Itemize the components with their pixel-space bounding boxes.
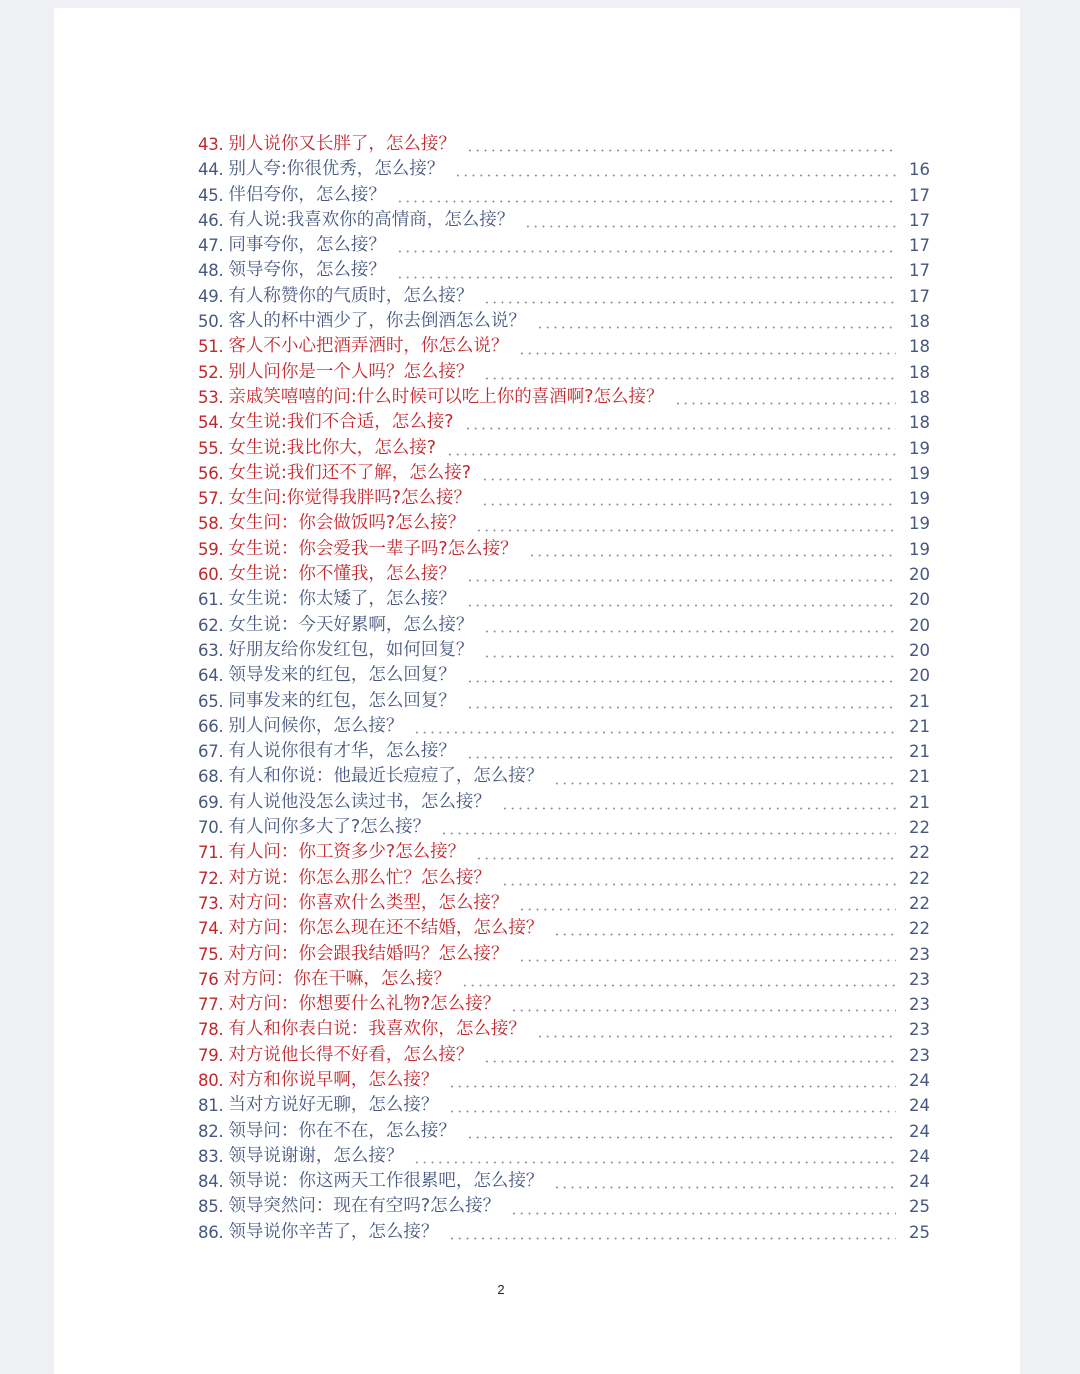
- toc-entry-number: 51.: [198, 337, 224, 357]
- toc-entry[interactable]: [198, 233, 930, 258]
- dot-leader: [396, 274, 896, 281]
- toc-entry-number: 67.: [198, 742, 224, 762]
- dot-leader: [483, 653, 896, 660]
- toc-entry-title: 女生说：今天好累啊，怎么接？: [228, 614, 474, 635]
- toc-entry-number: 59.: [198, 539, 224, 559]
- toc-entry-number: 46.: [198, 210, 224, 230]
- toc-entry-number: 85.: [198, 1197, 224, 1217]
- toc-entry-page: 19: [909, 514, 930, 534]
- toc-entry-number: 69.: [198, 792, 224, 812]
- dot-leader: [528, 552, 896, 559]
- toc-entry[interactable]: [198, 410, 930, 435]
- dot-leader: [448, 1083, 896, 1090]
- dot-leader: [483, 299, 896, 306]
- toc-entry-number: 78.: [198, 1020, 224, 1040]
- toc-entry-page: 21: [909, 742, 930, 762]
- toc-entry-number: 83.: [198, 1146, 224, 1166]
- dot-leader: [501, 805, 896, 812]
- toc-entry-title: 亲戚笑嘻嘻的问:什么时候可以吃上你的喜酒啊?怎么接？: [228, 386, 664, 407]
- toc-entry-title: 别人问候你，怎么接？: [228, 715, 404, 736]
- toc-entry[interactable]: [198, 258, 930, 283]
- toc-entry-number: 70.: [198, 818, 224, 838]
- toc-entry-page: 18: [909, 362, 930, 382]
- toc-entry-page: 20: [909, 590, 930, 610]
- document-page: [54, 8, 1020, 1374]
- toc-entry-page: 23: [909, 1045, 930, 1065]
- toc-entry-title: 女生说:我们还不了解，怎么接?: [228, 462, 472, 483]
- dot-leader: [466, 577, 896, 584]
- toc-entry-title: 女生说：你太矮了，怎么接？: [228, 589, 456, 610]
- dot-leader: [518, 350, 896, 357]
- toc-entry-number: 74.: [198, 919, 224, 939]
- toc-entry-number: 52.: [198, 362, 224, 382]
- dot-leader: [553, 1184, 896, 1191]
- dot-leader: [510, 1007, 896, 1014]
- dot-leader: [524, 223, 896, 230]
- toc-entry[interactable]: [198, 840, 930, 865]
- toc-entry[interactable]: [198, 739, 930, 764]
- toc-entry[interactable]: [198, 132, 930, 157]
- toc-entry-page: 24: [909, 1096, 930, 1116]
- toc-entry-page: 23: [909, 1020, 930, 1040]
- toc-entry-number: 66.: [198, 716, 224, 736]
- toc-entry-title: 领导夸你，怎么接？: [228, 260, 386, 281]
- toc-entry[interactable]: [198, 1144, 930, 1169]
- toc-entry[interactable]: [198, 309, 930, 334]
- toc-entry-title: 领导说谢谢，怎么接？: [228, 1145, 404, 1166]
- toc-entry[interactable]: [198, 1169, 930, 1194]
- toc-entry[interactable]: [198, 436, 930, 461]
- dot-leader: [454, 172, 896, 179]
- toc-entry-title: 别人说你又长胖了，怎么接？: [228, 134, 456, 154]
- toc-entry[interactable]: [198, 284, 930, 309]
- toc-entry-number: 57.: [198, 489, 224, 509]
- toc-entry-number: 55.: [198, 438, 224, 458]
- toc-entry-title: 伴侣夸你，怎么接？: [228, 184, 386, 205]
- toc-entry-page: 20: [909, 666, 930, 686]
- toc-entry-page: 18: [909, 387, 930, 407]
- toc-entry-number: 64.: [198, 666, 224, 686]
- toc-entry-title: 领导突然问：现在有空吗?怎么接？: [228, 1196, 501, 1217]
- toc-entry[interactable]: [198, 486, 930, 511]
- toc-entry-page: 17: [909, 261, 930, 281]
- toc-entry-page: 22: [909, 818, 930, 838]
- toc-entry-number: 60.: [198, 565, 224, 585]
- toc-entry[interactable]: [198, 815, 930, 840]
- toc-entry-page: 23: [909, 944, 930, 964]
- toc-entry[interactable]: [198, 360, 930, 385]
- dot-leader: [464, 425, 896, 432]
- dot-leader: [466, 754, 896, 761]
- toc-entry-title: 女生说:我比你大，怎么接?: [228, 437, 437, 458]
- dot-leader: [475, 527, 896, 534]
- dot-leader: [466, 147, 896, 154]
- toc-entry-page: 18: [909, 312, 930, 332]
- toc-entry-title: 对方说他长得不好看，怎么接？: [228, 1044, 474, 1065]
- toc-entry-number: 68.: [198, 767, 224, 787]
- dot-leader: [674, 400, 896, 407]
- toc-entry-page: 17: [909, 210, 930, 230]
- dot-leader: [510, 1210, 896, 1217]
- toc-entry-number: 45.: [198, 185, 224, 205]
- dot-leader: [481, 476, 896, 483]
- dot-leader: [475, 855, 896, 862]
- toc-entry-title: 别人问你是一个人吗？怎么接？: [228, 361, 474, 382]
- dot-leader: [448, 1235, 896, 1242]
- toc-entry-title: 客人不小心把酒弄洒时，你怎么说？: [228, 336, 509, 357]
- toc-entry[interactable]: [198, 1220, 930, 1245]
- toc-entry-title: 对方问：你会跟我结婚吗？怎么接？: [228, 943, 509, 964]
- toc-entry-number: 86.: [198, 1222, 224, 1242]
- toc-entry-page: 20: [909, 640, 930, 660]
- toc-entry-title: 当对方说好无聊，怎么接？: [228, 1095, 439, 1116]
- toc-entry-page: 24: [909, 1146, 930, 1166]
- toc-entry[interactable]: [198, 208, 930, 233]
- toc-entry-page: 16: [909, 160, 930, 180]
- toc-entry[interactable]: [198, 663, 930, 688]
- table-of-contents: [198, 132, 930, 1245]
- toc-entry-number: 84.: [198, 1172, 224, 1192]
- toc-entry-title: 对方问：你怎么现在还不结婚，怎么接？: [228, 918, 544, 939]
- dot-leader: [466, 678, 896, 685]
- toc-entry[interactable]: [198, 157, 930, 182]
- toc-entry[interactable]: [198, 967, 930, 992]
- toc-entry[interactable]: [198, 916, 930, 941]
- toc-entry-page: 21: [909, 767, 930, 787]
- dot-leader: [461, 982, 896, 989]
- toc-entry-title: 有人问你多大了?怎么接？: [228, 817, 431, 838]
- dot-leader: [553, 780, 896, 787]
- dot-leader: [466, 704, 896, 711]
- toc-entry-number: 58.: [198, 514, 224, 534]
- dot-leader: [483, 1058, 896, 1065]
- toc-entry-title: 女生说:我们不合适，怎么接?: [228, 412, 454, 433]
- dot-leader: [413, 729, 896, 736]
- toc-entry-number: 61.: [198, 590, 224, 610]
- toc-entry[interactable]: [198, 714, 930, 739]
- toc-entry-title: 女生说：你会爱我一辈子吗?怎么接？: [228, 538, 518, 559]
- toc-entry-page: 22: [909, 868, 930, 888]
- toc-entry-number: 53.: [198, 387, 224, 407]
- dot-leader: [413, 1159, 896, 1166]
- toc-entry-page: 21: [909, 792, 930, 812]
- dot-leader: [483, 628, 896, 635]
- toc-entry-page: 20: [909, 565, 930, 585]
- toc-entry-page: 22: [909, 893, 930, 913]
- toc-entry-number: 72.: [198, 868, 224, 888]
- toc-entry[interactable]: [198, 866, 930, 891]
- toc-entry-number: 82.: [198, 1121, 224, 1141]
- toc-entry-title: 对方和你说早啊，怎么接？: [228, 1069, 439, 1090]
- toc-entry-page: 21: [909, 691, 930, 711]
- toc-entry[interactable]: [198, 1017, 930, 1042]
- dot-leader: [440, 830, 896, 837]
- toc-entry-number: 63.: [198, 640, 224, 660]
- dot-leader: [501, 881, 896, 888]
- toc-entry-number: 73.: [198, 893, 224, 913]
- toc-entry-number: 71.: [198, 843, 224, 863]
- toc-entry[interactable]: [198, 689, 930, 714]
- toc-entry[interactable]: [198, 183, 930, 208]
- dot-leader: [446, 451, 896, 458]
- toc-entry-title: 女生说：你不懂我，怎么接？: [228, 564, 456, 585]
- toc-entry-page: 17: [909, 185, 930, 205]
- toc-entry[interactable]: [198, 764, 930, 789]
- dot-leader: [553, 931, 896, 938]
- toc-entry-page: 18: [909, 337, 930, 357]
- toc-entry-page: 20: [909, 615, 930, 635]
- toc-entry-page: 25: [909, 1197, 930, 1217]
- dot-leader: [536, 324, 896, 331]
- dot-leader: [396, 198, 896, 205]
- toc-entry-number: 80.: [198, 1070, 224, 1090]
- toc-entry-title: 有人称赞你的气质时，怎么接？: [228, 285, 474, 306]
- toc-entry[interactable]: [198, 1043, 930, 1068]
- toc-entry[interactable]: [198, 511, 930, 536]
- toc-entry-page: 23: [909, 995, 930, 1015]
- toc-entry[interactable]: [198, 1093, 930, 1118]
- toc-entry[interactable]: [198, 638, 930, 663]
- toc-entry[interactable]: [198, 790, 930, 815]
- toc-entry-number: 54.: [198, 413, 224, 433]
- toc-entry-title: 女生问:你觉得我胖吗?怎么接？: [228, 488, 472, 509]
- toc-entry-title: 同事发来的红包，怎么回复？: [228, 690, 456, 711]
- toc-entry-page: 19: [909, 489, 930, 509]
- toc-entry-title: 有人问：你工资多少?怎么接？: [228, 842, 466, 863]
- toc-entry-title: 有人和你表白说：我喜欢你，怎么接？: [228, 1019, 526, 1040]
- toc-entry-page: 19: [909, 539, 930, 559]
- toc-entry[interactable]: [198, 1068, 930, 1093]
- toc-entry[interactable]: [198, 461, 930, 486]
- toc-entry-title: 有人和你说：他最近长痘痘了，怎么接？: [228, 766, 544, 787]
- toc-entry[interactable]: [198, 587, 930, 612]
- toc-entry-title: 同事夸你，怎么接？: [228, 235, 386, 256]
- dot-leader: [483, 375, 896, 382]
- toc-entry-title: 领导问：你在不在，怎么接？: [228, 1120, 456, 1141]
- toc-entry-number: 47.: [198, 236, 224, 256]
- toc-entry-number: 49.: [198, 286, 224, 306]
- toc-entry-page: 19: [909, 463, 930, 483]
- toc-entry-number: 44.: [198, 160, 224, 180]
- toc-entry-title: 有人说他没怎么读过书，怎么接？: [228, 791, 491, 812]
- dot-leader: [396, 248, 896, 255]
- toc-entry-title: 对方问：你在干嘛，怎么接？: [223, 968, 451, 989]
- toc-entry-number: 81.: [198, 1096, 224, 1116]
- toc-entry-page: 23: [909, 969, 930, 989]
- toc-entry[interactable]: [198, 537, 930, 562]
- toc-entry-number: 43.: [198, 135, 224, 154]
- toc-entry-page: 22: [909, 843, 930, 863]
- toc-entry-number: 65.: [198, 691, 224, 711]
- toc-entry-page: 25: [909, 1222, 930, 1242]
- toc-entry-number: 76: [198, 969, 219, 989]
- toc-entry-title: 对方问：你喜欢什么类型，怎么接？: [228, 892, 509, 913]
- toc-entry-number: 62.: [198, 615, 224, 635]
- toc-entry-page: 22: [909, 919, 930, 939]
- dot-leader: [518, 957, 896, 964]
- toc-entry-page: 24: [909, 1172, 930, 1192]
- toc-entry[interactable]: [198, 891, 930, 916]
- toc-entry-number: 48.: [198, 261, 224, 281]
- toc-entry[interactable]: [198, 334, 930, 359]
- toc-entry-title: 有人说:我喜欢你的高情商，怎么接？: [228, 209, 515, 230]
- toc-entry-page: 17: [909, 286, 930, 306]
- toc-entry[interactable]: [198, 1119, 930, 1144]
- toc-entry-title: 领导说：你这两天工作很累吧，怎么接？: [228, 1171, 544, 1192]
- dot-leader: [481, 501, 896, 508]
- toc-entry-title: 好朋友给你发红包，如何回复？: [228, 639, 474, 660]
- toc-entry[interactable]: [198, 613, 930, 638]
- dot-leader: [466, 1134, 896, 1141]
- toc-entry-title: 有人说你很有才华，怎么接？: [228, 741, 456, 762]
- dot-leader: [466, 602, 896, 609]
- page-number: 2: [497, 1282, 505, 1297]
- toc-entry-page: 19: [909, 438, 930, 458]
- toc-entry-number: 75.: [198, 944, 224, 964]
- toc-entry-title: 领导发来的红包，怎么回复？: [228, 665, 456, 686]
- toc-entry-page: 24: [909, 1121, 930, 1141]
- toc-entry[interactable]: [198, 992, 930, 1017]
- toc-entry-title: 对方问：你想要什么礼物?怎么接？: [228, 994, 501, 1015]
- toc-entry-page: 18: [909, 413, 930, 433]
- dot-leader: [518, 906, 896, 913]
- toc-entry-title: 女生问：你会做饭吗?怎么接？: [228, 513, 466, 534]
- toc-entry-title: 领导说你辛苦了，怎么接？: [228, 1221, 439, 1242]
- toc-entry-number: 79.: [198, 1045, 224, 1065]
- toc-entry[interactable]: [198, 1194, 930, 1219]
- toc-entry-title: 别人夸:你很优秀，怎么接？: [228, 159, 445, 180]
- toc-entry[interactable]: [198, 942, 930, 967]
- toc-entry[interactable]: [198, 385, 930, 410]
- toc-entry-page: 21: [909, 716, 930, 736]
- toc-entry-number: 56.: [198, 463, 224, 483]
- toc-entry[interactable]: [198, 562, 930, 587]
- toc-entry-page: 24: [909, 1070, 930, 1090]
- toc-entry-number: 50.: [198, 312, 224, 332]
- dot-leader: [536, 1033, 896, 1040]
- toc-entry-title: 客人的杯中酒少了，你去倒酒怎么说？: [228, 311, 526, 332]
- toc-entry-page: 17: [909, 236, 930, 256]
- toc-entry-number: 77.: [198, 995, 224, 1015]
- toc-entry-title: 对方说：你怎么那么忙？怎么接？: [228, 867, 491, 888]
- dot-leader: [448, 1108, 896, 1115]
